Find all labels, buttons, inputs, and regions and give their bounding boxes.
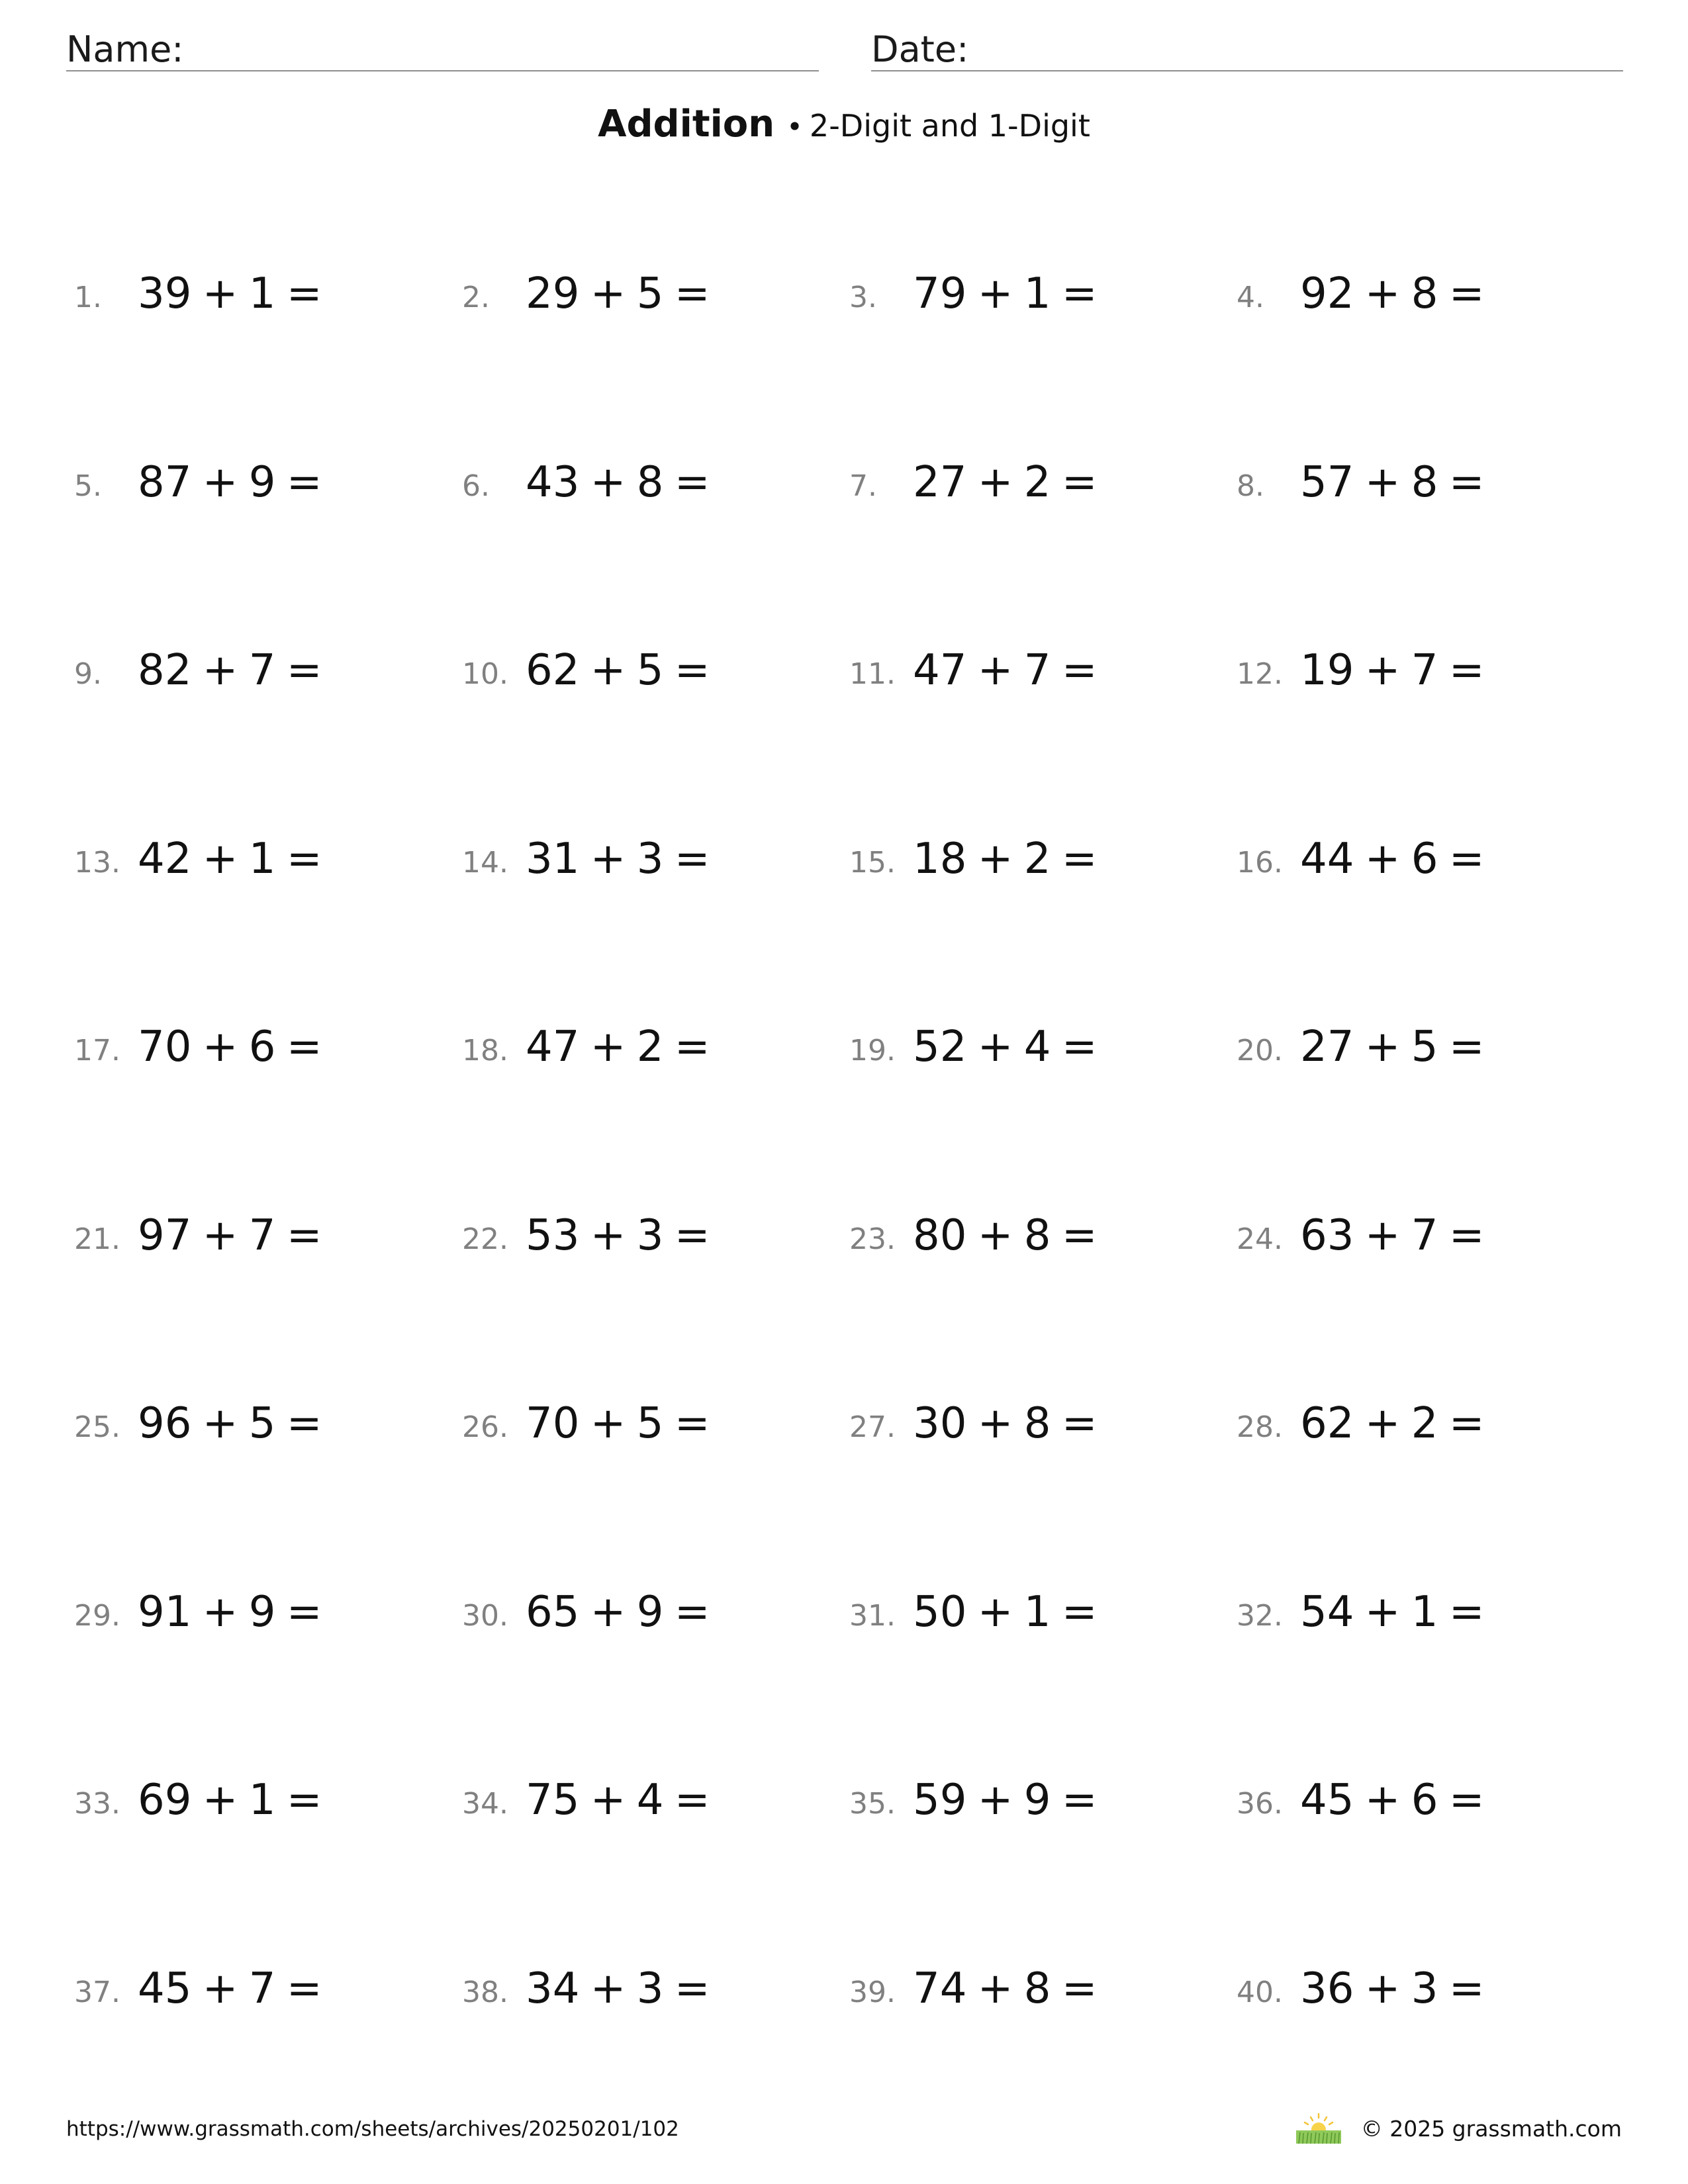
name-label: Name: bbox=[66, 28, 184, 70]
problem-number: 18. bbox=[462, 1034, 508, 1068]
problem-expression: 34 + 3 = bbox=[526, 1964, 710, 2013]
problem-expression: 75 + 4 = bbox=[526, 1776, 710, 1825]
problem-expression: 74 + 8 = bbox=[913, 1964, 1098, 2013]
problem-item bbox=[849, 1201, 1220, 1267]
problem-expression: 45 + 7 = bbox=[138, 1964, 322, 2013]
problem-item bbox=[74, 1954, 445, 2021]
problem-item bbox=[849, 1013, 1220, 1079]
problem-item bbox=[74, 1578, 445, 1644]
problem-expression: 50 + 1 = bbox=[913, 1588, 1098, 1637]
problem-expression: 82 + 7 = bbox=[138, 646, 322, 695]
problem-number: 10. bbox=[462, 657, 508, 691]
problem-number: 32. bbox=[1237, 1599, 1283, 1633]
problem-item bbox=[1237, 1201, 1607, 1267]
problem-item bbox=[74, 1013, 445, 1079]
problem-number: 17. bbox=[74, 1034, 120, 1068]
problem-number: 28. bbox=[1237, 1410, 1283, 1444]
problem-number: 31. bbox=[849, 1599, 896, 1633]
problem-expression: 43 + 8 = bbox=[526, 458, 710, 507]
title-subtitle: 2-Digit and 1-Digit bbox=[809, 108, 1090, 144]
problem-expression: 45 + 6 = bbox=[1300, 1776, 1485, 1825]
problem-expression: 87 + 9 = bbox=[138, 458, 322, 507]
problem-expression: 80 + 8 = bbox=[913, 1211, 1098, 1260]
problem-expression: 54 + 1 = bbox=[1300, 1588, 1485, 1637]
problem-item bbox=[849, 1954, 1220, 2021]
problem-item bbox=[74, 448, 445, 514]
problem-number: 30. bbox=[462, 1599, 508, 1633]
problem-number: 36. bbox=[1237, 1787, 1283, 1821]
problem-number: 12. bbox=[1237, 657, 1283, 691]
problem-item bbox=[462, 1389, 833, 1455]
problem-number: 35. bbox=[849, 1787, 896, 1821]
problem-number: 13. bbox=[74, 846, 120, 880]
problem-item bbox=[849, 1766, 1220, 1832]
problem-expression: 44 + 6 = bbox=[1300, 835, 1485, 884]
problem-expression: 91 + 9 = bbox=[138, 1588, 322, 1637]
problem-number: 7. bbox=[849, 469, 877, 503]
problem-number: 14. bbox=[462, 846, 508, 880]
problem-expression: 47 + 7 = bbox=[913, 646, 1098, 695]
problem-item bbox=[1237, 1766, 1607, 1832]
problem-number: 8. bbox=[1237, 469, 1264, 503]
name-field[interactable] bbox=[66, 23, 819, 71]
problem-number: 29. bbox=[74, 1599, 120, 1633]
problem-number: 24. bbox=[1237, 1222, 1283, 1256]
title-main: Addition bbox=[598, 103, 775, 146]
problem-number: 40. bbox=[1237, 1976, 1283, 2009]
problem-expression: 36 + 3 = bbox=[1300, 1964, 1485, 2013]
problem-item bbox=[849, 1389, 1220, 1455]
problem-number: 34. bbox=[462, 1787, 508, 1821]
date-field[interactable] bbox=[871, 23, 1623, 71]
problem-expression: 62 + 2 = bbox=[1300, 1399, 1485, 1448]
problem-expression: 69 + 1 = bbox=[138, 1776, 322, 1825]
problem-number: 9. bbox=[74, 657, 102, 691]
problem-item bbox=[462, 1013, 833, 1079]
problem-item bbox=[849, 259, 1220, 326]
problem-expression: 29 + 5 = bbox=[526, 269, 710, 318]
problem-number: 23. bbox=[849, 1222, 896, 1256]
problem-item bbox=[462, 448, 833, 514]
problem-number: 22. bbox=[462, 1222, 508, 1256]
problem-expression: 18 + 2 = bbox=[913, 835, 1098, 884]
problem-expression: 63 + 7 = bbox=[1300, 1211, 1485, 1260]
problem-expression: 70 + 6 = bbox=[138, 1023, 322, 1071]
problem-expression: 53 + 3 = bbox=[526, 1211, 710, 1260]
problem-expression: 27 + 2 = bbox=[913, 458, 1098, 507]
problem-item bbox=[849, 1578, 1220, 1644]
problem-item bbox=[849, 448, 1220, 514]
problem-item bbox=[462, 1578, 833, 1644]
problem-item bbox=[849, 825, 1220, 891]
footer-brand bbox=[1295, 2113, 1622, 2144]
problem-item bbox=[1237, 825, 1607, 891]
problem-number: 26. bbox=[462, 1410, 508, 1444]
problem-item bbox=[462, 1766, 833, 1832]
title-separator: • bbox=[786, 111, 803, 143]
problem-item bbox=[74, 1389, 445, 1455]
problem-expression: 52 + 4 = bbox=[913, 1023, 1098, 1071]
problem-item bbox=[1237, 636, 1607, 702]
problem-expression: 62 + 5 = bbox=[526, 646, 710, 695]
problem-number: 20. bbox=[1237, 1034, 1283, 1068]
problem-item bbox=[74, 259, 445, 326]
problem-expression: 65 + 9 = bbox=[526, 1588, 710, 1637]
problem-item bbox=[462, 1201, 833, 1267]
problem-number: 3. bbox=[849, 281, 877, 314]
problem-number: 15. bbox=[849, 846, 896, 880]
problem-number: 37. bbox=[74, 1976, 120, 2009]
problem-expression: 92 + 8 = bbox=[1300, 269, 1485, 318]
problem-expression: 70 + 5 = bbox=[526, 1399, 710, 1448]
problem-item bbox=[1237, 1013, 1607, 1079]
problem-item bbox=[1237, 259, 1607, 326]
worksheet-title bbox=[0, 103, 1688, 146]
problem-item bbox=[462, 636, 833, 702]
problem-number: 5. bbox=[74, 469, 102, 503]
problem-item bbox=[1237, 1578, 1607, 1644]
problem-expression: 97 + 7 = bbox=[138, 1211, 322, 1260]
problem-expression: 47 + 2 = bbox=[526, 1023, 710, 1071]
problem-item bbox=[462, 825, 833, 891]
problem-expression: 31 + 3 = bbox=[526, 835, 710, 884]
problem-number: 39. bbox=[849, 1976, 896, 2009]
problem-number: 6. bbox=[462, 469, 490, 503]
problem-number: 25. bbox=[74, 1410, 120, 1444]
problem-expression: 79 + 1 = bbox=[913, 269, 1098, 318]
problem-number: 1. bbox=[74, 281, 102, 314]
problem-expression: 57 + 8 = bbox=[1300, 458, 1485, 507]
problem-item bbox=[1237, 1389, 1607, 1455]
problem-expression: 27 + 5 = bbox=[1300, 1023, 1485, 1071]
problem-expression: 19 + 7 = bbox=[1300, 646, 1485, 695]
problem-number: 27. bbox=[849, 1410, 896, 1444]
problem-number: 19. bbox=[849, 1034, 896, 1068]
problem-item bbox=[1237, 1954, 1607, 2021]
copyright-text: © 2025 grassmath.com bbox=[1360, 2115, 1622, 2142]
footer-url: https://www.grassmath.com/sheets/archives/20250201/102 bbox=[66, 2117, 679, 2141]
problem-item bbox=[1237, 448, 1607, 514]
problem-expression: 42 + 1 = bbox=[138, 835, 322, 884]
problem-number: 11. bbox=[849, 657, 896, 691]
problem-number: 33. bbox=[74, 1787, 120, 1821]
problem-expression: 96 + 5 = bbox=[138, 1399, 322, 1448]
grass-sun-logo-icon bbox=[1295, 2113, 1342, 2144]
problem-item bbox=[849, 636, 1220, 702]
problem-expression: 39 + 1 = bbox=[138, 269, 322, 318]
problem-item bbox=[462, 1954, 833, 2021]
problem-number: 16. bbox=[1237, 846, 1283, 880]
problem-expression: 59 + 9 = bbox=[913, 1776, 1098, 1825]
problem-number: 21. bbox=[74, 1222, 120, 1256]
problem-item bbox=[462, 259, 833, 326]
problem-expression: 30 + 8 = bbox=[913, 1399, 1098, 1448]
problem-item bbox=[74, 1766, 445, 1832]
problem-item bbox=[74, 825, 445, 891]
problem-number: 38. bbox=[462, 1976, 508, 2009]
date-label: Date: bbox=[871, 28, 969, 70]
problem-number: 4. bbox=[1237, 281, 1264, 314]
problem-item bbox=[74, 1201, 445, 1267]
problem-item bbox=[74, 636, 445, 702]
problem-number: 2. bbox=[462, 281, 490, 314]
